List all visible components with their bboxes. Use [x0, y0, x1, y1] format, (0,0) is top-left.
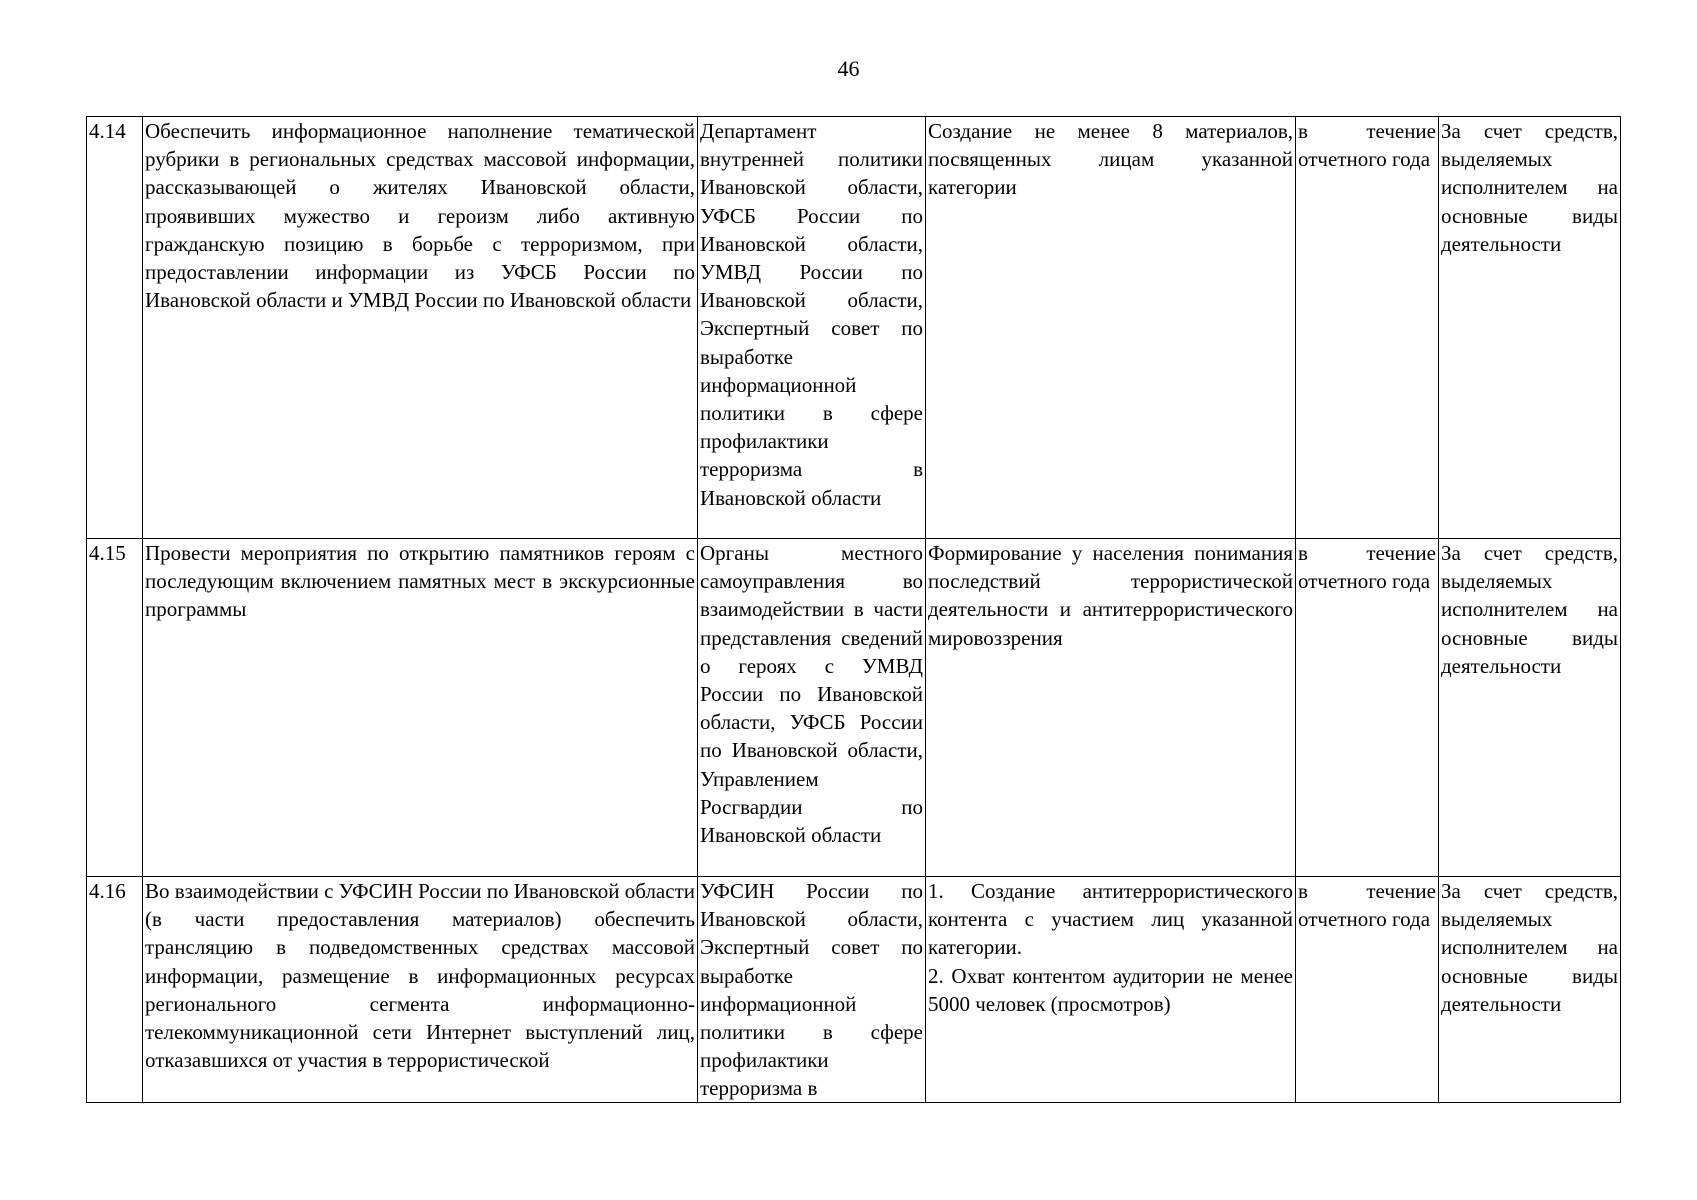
- action-cell: [143, 877, 698, 1103]
- responsible-cell: Органы местного самоуправления во взаимодействии в части представления сведений о героях с УМВД России по Ивановской области, УФСБ России по Ивановской области, Управлением Росгвардии по Ивановской области: [698, 539, 926, 877]
- result-cell: [926, 877, 1296, 1103]
- measures-table: [86, 116, 1621, 1103]
- funding-cell: За счет средств, выделяемых исполнителем на основные виды деятельности: [1439, 877, 1621, 1103]
- funding-cell: За счет средств, выделяемых исполнителем на основные виды деятельности: [1439, 117, 1621, 539]
- responsible-cell: [698, 877, 926, 1103]
- term-cell: в течение отчетного года: [1296, 539, 1439, 877]
- item-number: 4.16: [87, 877, 143, 1103]
- result-item: 2. Охват контентом аудитории не менее 5000 человек (просмотров): [928, 963, 1293, 1016]
- term-cell: в течение отчетного года: [1296, 877, 1439, 1103]
- item-number: 4.14: [87, 117, 143, 539]
- page-number: 46: [837, 56, 860, 81]
- item-number: 4.15: [87, 539, 143, 877]
- table-row: [87, 539, 1621, 877]
- table-row: [87, 877, 1621, 1103]
- responsible-cell: Департамент внутренней политики Ивановской области, УФСБ России по Ивановской области, УМВД России по Ивановской области, Экспертный совет по выработке информационной политики в сфере профилактики терроризма в Ивановской области: [698, 117, 926, 539]
- result-cell: Создание не менее 8 материалов, посвященных лицам указанной категории: [926, 117, 1296, 539]
- action-cell: Провести мероприятия по открытию памятников героям с последующим включением памятных мест в экскурсионные программы: [143, 539, 698, 877]
- term-cell: в течение отчетного года: [1296, 117, 1439, 539]
- result-cell: Формирование у населения понимания последствий террористической деятельности и антитеррористического мировоззрения: [926, 539, 1296, 877]
- action-text: Во взаимодействии с УФСИН России по Ивановской области (в части предоставления материалов) обеспечить трансляцию в подведомственных средствах массовой информации, размещение в информационных ресурсах регионального сегмента информационно-телекоммуникационной сети Интернет выступлений лиц, отказавшихся от участия в террористической: [145, 879, 695, 1073]
- responsible-text: УФСИН России по Ивановской области, Экспертный совет по выработке информационной политики в сфере профилактики терроризма в: [700, 879, 923, 1101]
- table-row: [87, 117, 1621, 539]
- action-cell: Обеспечить информационное наполнение тематической рубрики в региональных средствах массовой информации, рассказывающей о жителях Ивановской области, проявивших мужество и героизм либо активную гражданскую позицию в борьбе с терроризмом, при предоставлении информации из УФСБ России по Ивановской области и УМВД России по Ивановской области: [143, 117, 698, 539]
- result-item: 1. Создание антитеррористического контента с участием лиц указанной категории.: [928, 879, 1293, 960]
- funding-cell: За счет средств, выделяемых исполнителем на основные виды деятельности: [1439, 539, 1621, 877]
